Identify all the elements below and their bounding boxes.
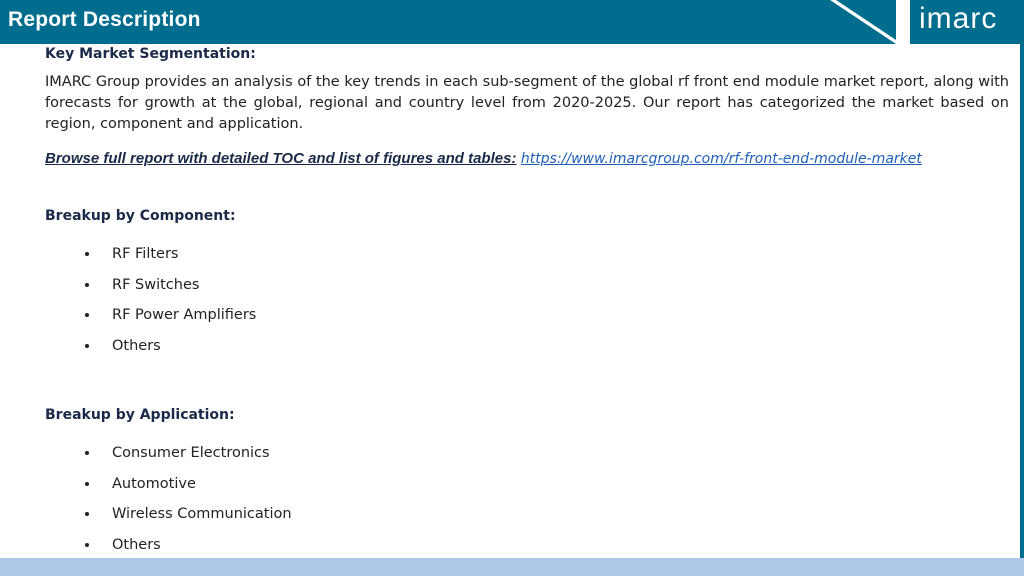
- bullet-icon: [85, 313, 89, 317]
- logo: [910, 0, 1024, 44]
- header-accent-shape: [830, 0, 910, 44]
- bullet-icon: [85, 252, 89, 256]
- right-edge-bar: [1020, 44, 1024, 558]
- bullet-icon: [85, 283, 89, 287]
- logo-text: imarc: [919, 2, 998, 35]
- bullet-icon: [85, 344, 89, 348]
- bullet-icon: [85, 482, 89, 486]
- application-heading: Breakup by Application:: [45, 407, 235, 423]
- browse-line: [45, 150, 922, 167]
- segmentation-heading: Key Market Segmentation:: [45, 46, 256, 62]
- footer-band: [0, 558, 1024, 576]
- page-title: Report Description: [8, 8, 201, 31]
- segmentation-intro: IMARC Group provides an analysis of the key trends in each sub-segment of the global rf front end module market report, along with forecasts for growth at the global, regional and country level from 2020-2025. Our report has categorized the market based on region, component and application.: [45, 74, 1009, 132]
- browse-label: Browse full report with detailed TOC and list of figures and tables:: [45, 150, 517, 167]
- component-heading: Breakup by Component:: [45, 208, 236, 224]
- bullet-icon: [85, 451, 89, 455]
- header-bar: [0, 0, 1024, 44]
- report-link[interactable]: https://www.imarcgroup.com/rf-front-end-module-market: [520, 151, 922, 167]
- bullet-icon: [85, 543, 89, 547]
- bullet-icon: [85, 512, 89, 516]
